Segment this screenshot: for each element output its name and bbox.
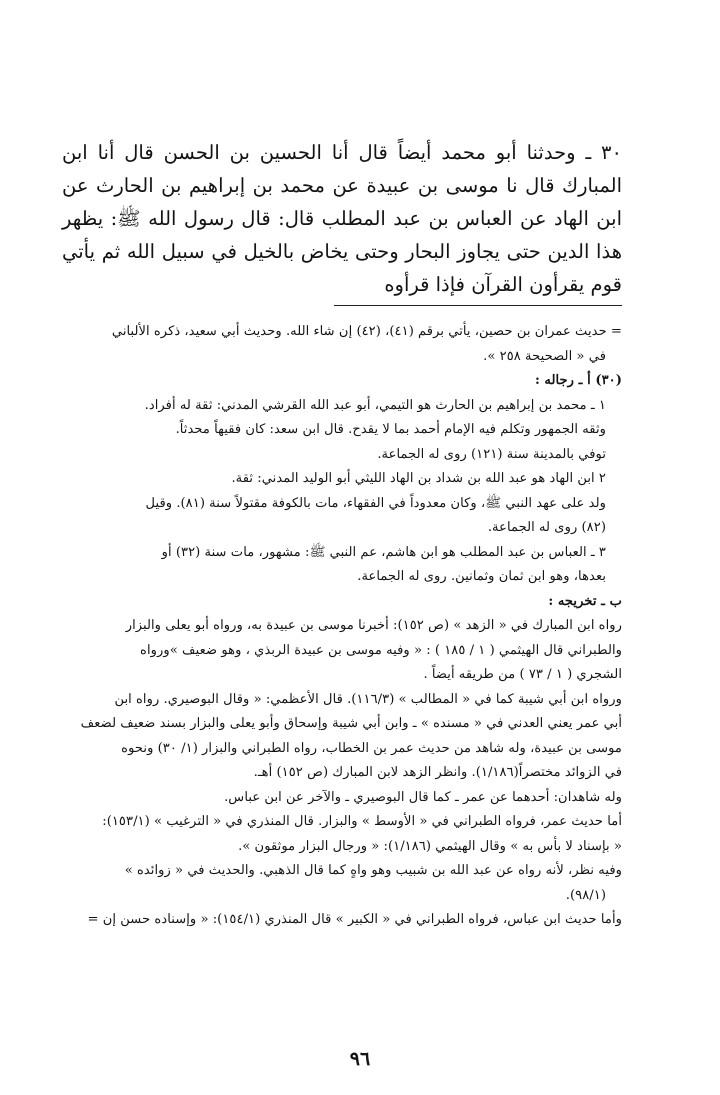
takhrij-line: الشجري ( ١ / ٧٣ ) من طريقه أيضاً . — [423, 667, 622, 682]
rijal-line: ٢ ابن الهاد هو عبد الله بن شداد بن الهاد الليثي أبو الوليد المدني: ثقة. — [231, 471, 606, 486]
takhrij-line: في الزوائد مختصراً(١/١٨٦). وانظر الزهد لابن المبارك (ص ١٥٢) أهـ. — [253, 765, 622, 780]
takhrij-line: وله شاهدان: أحدهما عن عمر ـ كما قال البوصيري ـ والآخر عن ابن عباس. — [224, 789, 622, 805]
takhrij-line: (٩٨/١). — [565, 887, 606, 903]
takhrij-line: وأما حديث ابن عباس، فرواه الطبراني في « الكبير » قال المنذري (١٥٤/١): « وإسناده حسن إن = — [87, 912, 622, 927]
rijal-line: ١ ـ محمد بن إبراهيم بن الحارث هو التيمي، أبو عبد الله القرشي المدني: ثقة له أفراد. — [144, 397, 606, 413]
takhrij-line: رواه ابن المبارك في « الزهد » (ص ١٥٢): أخبرنا موسى بن عبيدة به، ورواه أبو يعلى والبزار — [125, 618, 622, 633]
hadith-text — [62, 136, 622, 301]
takhrij-line: ورواه ابن أبي شيبة كما في « المطالب » (١١٦/٣). قال الأعظمي: « وقال البوصيري. رواه ابن — [114, 691, 622, 707]
footnote-carry-line: = حديث عمران بن حصين، يأتي برقم (٤١)، (٤٢) إن شاء الله. وحديث أبي سعيد، ذكره الألباني — [111, 324, 622, 339]
takhrij-line: موسى بن عبيدة، وله شاهد من حديث عمر بن الخطاب، رواه الطبراني والبزار (١/ ٣٠) ونحوه — [121, 740, 622, 756]
footnotes — [62, 320, 622, 933]
takhrij-line: والطبراني قال الهيثمي ( ١ / ١٨٥ ) : « وفيه موسى بن عبيدة الربذي ، وهو ضعيف »ورواه — [140, 642, 622, 658]
rijal-line: بعدها، وهو ابن ثمان وثمانين. روى له الجماعة. — [357, 569, 606, 584]
rijal-line: ولد على عهد النبي ﷺ، وكان معدوداً في الفقهاء، مات بالكوفة مقتولاً سنة (٨١). وقيل — [145, 495, 606, 511]
takhrij-line: « بإسناد لا بأس به » وقال الهيثمي (١/١٨٦): « ورجال البزار موثقون ». — [238, 838, 622, 854]
footnote-carry-line: في « الصحيحة ٢٥٨ ». — [483, 348, 606, 364]
rijal-line: توفي بالمدينة سنة (١٢١) روى له الجماعة. — [377, 446, 606, 462]
takhrij-header: ب ـ تخريجه : — [548, 593, 622, 609]
takhrij-line: وفيه نظر، لأنه رواه عن عبد الله بن شبيب وهو واهٍ كما قال الذهبي. والحديث في « زوائده » — [124, 863, 622, 878]
hadith-30-paragraph: ٣٠ ـ وحدثنا أبو محمد أيضاً قال أنا الحسين بن الحسن قال أنا ابن المبارك قال نا موسى بن عبيدة عن محمد بن إبراهيم بن الحارث عن ابن الهاد عن العباس بن عبد المطلب قال: قال رسول الله ﷺ: يظهر هذا الدين حتى يجاوز البحار وحتى يخاض بالخيل في سبيل الله ثم يأتي قوم يقرأون القرآن فإذا قرأوه — [62, 141, 622, 296]
rijal-header: (٣٠) أ ـ رجاله : — [534, 373, 622, 388]
page-number: ٩٦ — [349, 1048, 371, 1070]
rijal-line: وثقه الجمهور وتكلم فيه الإمام أحمد بما لا يقدح. قال ابن سعد: كان فقيهاً محدثاً. — [175, 422, 606, 437]
rijal-line: (٨٢) روى له الجماعة. — [487, 520, 606, 535]
takhrij-line: أبي عمر يعني العدني في « مسنده » ـ وابن أبي شيبة وإسحاق وأبو يعلى والبزار بسند ضعيف لضعف — [80, 716, 622, 731]
footnote-separator — [334, 305, 622, 306]
rijal-line: ٣ ـ العباس بن عبد المطلب هو ابن هاشم، عم النبي ﷺ: مشهور، مات سنة (٣٢) أو — [161, 544, 606, 560]
takhrij-line: أما حديث عمر، فرواه الطبراني في « الأوسط » والبزار. قال المنذري في « الترغيب » (١٥٣/١): — [102, 814, 622, 829]
